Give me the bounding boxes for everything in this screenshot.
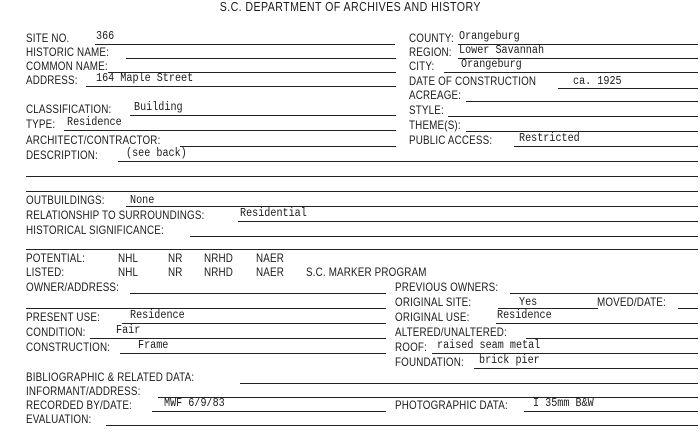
county-label: COUNTY: (409, 31, 454, 45)
themes-label: THEME(S): (409, 118, 461, 132)
informant-row (26, 384, 698, 398)
listed-nrhd: NRHD (204, 265, 234, 279)
city-row (409, 59, 699, 73)
present-use-value: Residence (130, 309, 185, 322)
relationship-label: RELATIONSHIP TO SURROUNDINGS: (26, 208, 205, 222)
type-label: TYPE: (26, 117, 56, 131)
site-no-row (26, 31, 396, 45)
architect-row (26, 133, 396, 147)
date-construction-label: DATE OF CONSTRUCTION (409, 74, 537, 88)
evaluation-line (106, 425, 698, 426)
bibliographic-label: BIBLIOGRAPHIC & RELATED DATA: (26, 370, 195, 384)
present-use-label: PRESENT USE: (26, 310, 100, 324)
public-access-line (514, 146, 698, 147)
public-access-row (409, 133, 699, 147)
classification-line (130, 115, 396, 116)
architect-line (180, 146, 396, 147)
acreage-line (466, 101, 698, 102)
style-line (448, 116, 698, 117)
region-row (409, 45, 699, 59)
roof-label: ROOF: (395, 340, 427, 354)
site-no-label: SITE NO. (26, 31, 70, 45)
themes-line (466, 131, 698, 132)
themes-row (409, 118, 699, 132)
description-label: DESCRIPTION: (26, 148, 98, 162)
city-value: Orangeburg (461, 58, 522, 71)
county-row (409, 31, 699, 45)
foundation-value: brick pier (479, 354, 540, 367)
owner-line (130, 293, 386, 294)
classification-label: CLASSIFICATION: (26, 102, 112, 116)
significance-line-2 (26, 249, 698, 250)
outbuildings-row (26, 193, 698, 207)
photographic-label: PHOTOGRAPHIC DATA: (395, 398, 508, 412)
original-use-label: ORIGINAL USE: (395, 310, 470, 324)
city-line (444, 72, 698, 73)
potential-nr: NR (168, 251, 183, 265)
historical-significance-row (26, 223, 698, 237)
site-no-value: 366 (96, 30, 115, 43)
public-access-label: PUBLIC ACCESS: (409, 133, 493, 147)
previous-owners-label: PREVIOUS OWNERS: (395, 280, 499, 294)
photographic-row (395, 398, 699, 412)
previous-owners-row (395, 280, 699, 294)
description-row (26, 148, 396, 162)
owner-label: OWNER/ADDRESS: (26, 280, 120, 294)
bibliographic-row (26, 370, 698, 384)
potential-label: POTENTIAL: (26, 251, 86, 265)
historic-name-row (26, 45, 396, 59)
common-name-row (26, 59, 396, 73)
roof-line (432, 353, 698, 354)
acreage-row (409, 88, 699, 102)
date-construction-row (409, 74, 699, 88)
classification-row (26, 102, 396, 116)
recorded-by-row (26, 398, 398, 412)
style-label: STYLE: (409, 103, 444, 117)
relationship-value: Residential (240, 207, 307, 220)
date-construction-value: ca. 1925 (573, 75, 622, 88)
original-use-row (395, 310, 699, 324)
original-site-label: ORIGINAL SITE: (395, 295, 472, 309)
photographic-value: I 35mm B&W (533, 397, 594, 410)
condition-line (90, 338, 386, 339)
roof-row (395, 340, 699, 354)
previous-owners-line (510, 293, 698, 294)
description-line (118, 161, 698, 162)
type-line (64, 130, 396, 131)
city-label: CITY: (409, 59, 435, 73)
relationship-row (26, 208, 698, 222)
listed-naer: NAER (256, 265, 284, 279)
recorded-by-label: RECORDED BY/DATE: (26, 398, 132, 412)
potential-nrhd: NRHD (204, 251, 234, 265)
outbuildings-label: OUTBUILDINGS: (26, 193, 105, 207)
description-line-2 (26, 176, 698, 177)
condition-row (26, 325, 396, 339)
owner-line-2 (26, 308, 386, 309)
historical-significance-label: HISTORICAL SIGNIFICANCE: (26, 223, 164, 237)
sc-marker-program: S.C. MARKER PROGRAM (306, 265, 427, 279)
potential-naer: NAER (256, 251, 284, 265)
altered-label: ALTERED/UNALTERED: (395, 325, 507, 339)
recorded-by-value: MWF 6/9/83 (164, 397, 225, 410)
classification-value: Building (134, 101, 183, 114)
historic-name-label: HISTORIC NAME: (26, 45, 110, 59)
architect-label: ARCHITECT/CONTRACTOR: (26, 133, 161, 147)
public-access-value: Restricted (519, 132, 580, 145)
informant-label: INFORMANT/ADDRESS: (26, 384, 141, 398)
present-use-row (26, 310, 396, 324)
construction-label: CONSTRUCTION: (26, 340, 111, 354)
original-site-row (395, 295, 699, 309)
original-use-value: Residence (497, 309, 552, 322)
type-value: Residence (67, 116, 122, 129)
condition-label: CONDITION: (26, 325, 86, 339)
listed-nr: NR (168, 265, 183, 279)
county-value: Orangeburg (459, 30, 520, 43)
altered-row (395, 325, 699, 339)
present-use-line (122, 323, 386, 324)
address-label: ADDRESS: (26, 73, 78, 87)
listed-nhl: NHL (118, 265, 139, 279)
listed-row (26, 265, 698, 279)
original-use-line (496, 323, 698, 324)
common-name-label: COMMON NAME: (26, 59, 108, 73)
form-title: S.C. DEPARTMENT OF ARCHIVES AND HISTORY (219, 0, 481, 14)
altered-line (526, 338, 698, 339)
address-line (86, 86, 396, 87)
outbuildings-value: None (130, 194, 155, 207)
acreage-label: ACREAGE: (409, 88, 462, 102)
address-row (26, 73, 396, 87)
evaluation-label: EVALUATION: (26, 412, 92, 426)
outbuildings-line (126, 206, 698, 207)
construction-value: Frame (138, 339, 169, 352)
original-site-value: Yes (519, 296, 538, 309)
owner-row (26, 280, 396, 294)
region-value: Lower Savannah (459, 44, 545, 57)
construction-line (120, 353, 386, 354)
potential-nhl: NHL (118, 251, 139, 265)
construction-row (26, 340, 396, 354)
foundation-label: FOUNDATION: (395, 355, 464, 369)
address-value: 164 Maple Street (96, 72, 194, 85)
condition-value: Fair (116, 324, 141, 337)
potential-row (26, 251, 698, 265)
historical-significance-line (190, 236, 698, 237)
moved-date-label: MOVED/DATE: (597, 295, 666, 309)
type-row (26, 117, 396, 131)
listed-label: LISTED: (26, 265, 65, 279)
region-label: REGION: (409, 45, 452, 59)
description-value: (see back) (126, 147, 187, 160)
description-line-3 (26, 191, 698, 192)
foundation-line (474, 368, 698, 369)
roof-value: raised seam metal (437, 339, 541, 352)
style-row (409, 103, 699, 117)
moved-date-line (678, 308, 698, 309)
foundation-row (395, 355, 699, 369)
relationship-line (238, 221, 698, 222)
evaluation-row (26, 412, 698, 426)
